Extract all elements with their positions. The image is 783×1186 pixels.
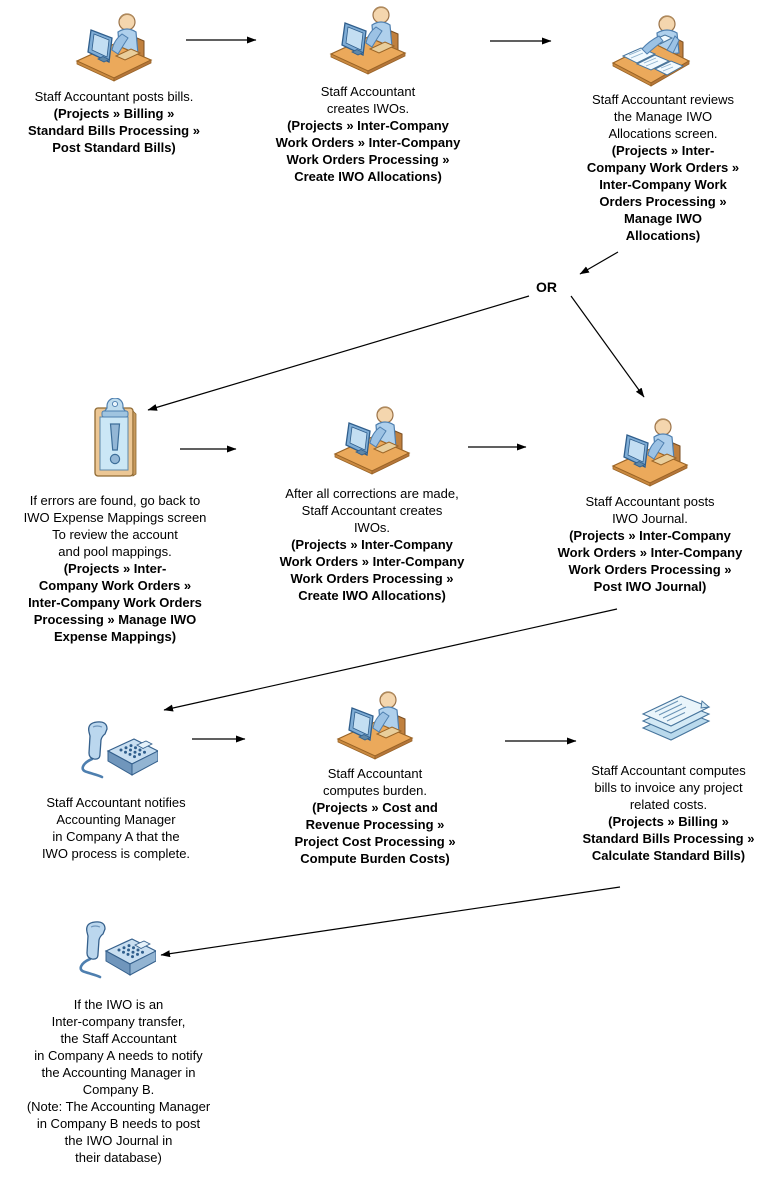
person-computer-icon (328, 3, 408, 75)
person-computer-icon (610, 415, 690, 487)
step-create-iwos (250, 3, 486, 185)
step-notify-manager-company-b (0, 920, 237, 1166)
telephone-icon (74, 720, 158, 788)
documents-stack-icon (633, 692, 717, 754)
person-reviewing-papers-icon (611, 13, 691, 87)
step-caption: Staff Accountant posts bills. (Projects » Billing » Standard Bills Processing » Post Standard Bills) (28, 89, 200, 155)
person-computer-icon (332, 403, 412, 475)
step-caption: If errors are found, go back to IWO Expense Mappings screen To review the account and pool mappings. (Projects » Inter- Company Work Orders » Inter-Company Work Orders Processing » Manage IWO Expense Mappings) (23, 493, 207, 644)
person-computer-icon (335, 688, 415, 760)
step-caption: Staff Accountant posts IWO Journal. (Projects » Inter-Company Work Orders » Inter-Company Work Orders Processing » Post IWO Journal) (557, 494, 743, 594)
clipboard-alert-icon (91, 398, 139, 482)
arrow-or-step6 (571, 296, 644, 397)
step-review-manage-iwo-allocations (544, 13, 782, 244)
or-label: OR (536, 279, 557, 295)
person-computer-icon (74, 10, 154, 82)
step-caption: After all corrections are made, Staff Accountant creates IWOs. (Projects » Inter-Company Work Orders » Inter-Company Work Orders Processing » Create IWO Allocations) (279, 486, 465, 603)
step-manage-iwo-expense-mappings (2, 398, 228, 645)
arrow-step3-or (580, 252, 618, 274)
step-post-iwo-journal (532, 415, 768, 595)
step-caption: Staff Accountant notifies Accounting Manager in Company A that the IWO process is complete. (41, 795, 191, 861)
step-recreate-iwos (254, 403, 490, 604)
step-post-standard-bills (0, 10, 228, 156)
arrow-or-step4 (148, 296, 529, 410)
step-calculate-standard-bills (554, 692, 783, 864)
step-caption: Staff Accountant computes burden. (Projects » Cost and Revenue Processing » Project Cost Processing » Compute Burden Costs) (294, 766, 456, 866)
step-notify-manager-company-a (3, 720, 229, 862)
step-caption: Staff Accountant creates IWOs. (Projects » Inter-Company Work Orders » Inter-Company Work Orders Processing » Create IWO Allocations) (275, 84, 461, 184)
step-compute-burden (257, 688, 493, 867)
step-caption: Staff Accountant reviews the Manage IWO Allocations screen. (Projects » Inter- Company Work Orders » Inter-Company Work Orders Processing » Manage IWO Allocations) (586, 92, 740, 243)
telephone-icon (72, 920, 156, 988)
step-caption: If the IWO is an Inter-company transfer, the Staff Accountant in Company A needs to notify the Accounting Manager in Company B. (Note: The Accounting Manager in Company B needs to post the IWO Journal in their database) (26, 997, 211, 1165)
step-caption: Staff Accountant computes bills to invoice any project related costs. (Projects » Billing » Standard Bills Processing » Calculate Standard Bills) (582, 763, 755, 863)
